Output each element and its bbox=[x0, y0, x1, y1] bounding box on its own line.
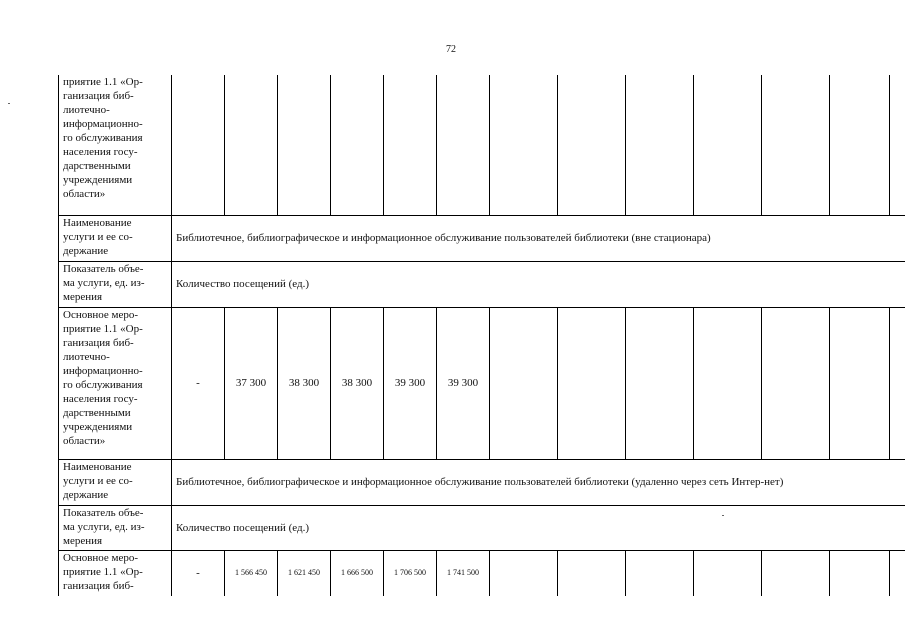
table-row bbox=[59, 550, 905, 596]
value-cell bbox=[558, 307, 626, 459]
scan-speck bbox=[722, 515, 724, 516]
indicator-description: Количество посещений (ед.) bbox=[172, 505, 905, 550]
value-cell bbox=[830, 550, 890, 596]
value-cell: 1 666 500 bbox=[331, 550, 384, 596]
value-cell bbox=[762, 550, 830, 596]
table-row bbox=[59, 459, 905, 505]
value-cell bbox=[331, 75, 384, 215]
table-row bbox=[59, 261, 905, 307]
value-cell: 1 706 500 bbox=[384, 550, 437, 596]
value-cell bbox=[830, 307, 890, 459]
service-description: Библиотечное, библиографическое и информационное обслуживание пользователей библиотеки (удаленно через сеть Интер-нет) bbox=[172, 459, 905, 505]
value-cell: 39 300 bbox=[437, 307, 490, 459]
value-cell bbox=[558, 75, 626, 215]
value-cell: 1 566 450 bbox=[225, 550, 278, 596]
value-cell bbox=[762, 75, 830, 215]
measure-label: Основное меро- приятие 1.1 «Ор- ганизация биб- лиотечно- информационно- го обслуживания населения госу- дарственными учреждениями области» bbox=[59, 307, 172, 459]
value-cell bbox=[384, 75, 437, 215]
value-cell bbox=[626, 75, 694, 215]
value-cell bbox=[890, 75, 905, 215]
service-label: Наименование услуги и ее со- держание bbox=[59, 459, 172, 505]
value-cell bbox=[694, 307, 762, 459]
value-cell: - bbox=[172, 550, 225, 596]
table-row bbox=[59, 215, 905, 261]
value-cell bbox=[490, 550, 558, 596]
value-cell: 38 300 bbox=[278, 307, 331, 459]
measure-label: приятие 1.1 «Ор- ганизация биб- лиотечно- информационно- го обслуживания населения госу- дарственными учреждениями области» bbox=[59, 75, 172, 215]
scan-speck bbox=[8, 103, 10, 104]
value-cell bbox=[626, 550, 694, 596]
value-cell: 1 621 450 bbox=[278, 550, 331, 596]
value-cell bbox=[890, 550, 905, 596]
budget-table bbox=[58, 75, 905, 596]
value-cell bbox=[558, 550, 626, 596]
value-cell bbox=[694, 550, 762, 596]
table-row bbox=[59, 505, 905, 550]
measure-label: Основное меро- приятие 1.1 «Ор- ганизация биб- bbox=[59, 550, 172, 596]
value-cell bbox=[890, 307, 905, 459]
value-cell: 39 300 bbox=[384, 307, 437, 459]
value-cell: - bbox=[172, 307, 225, 459]
value-cell: 1 741 500 bbox=[437, 550, 490, 596]
value-cell bbox=[172, 75, 225, 215]
value-cell bbox=[278, 75, 331, 215]
page-number: 72 bbox=[446, 44, 456, 55]
value-cell bbox=[490, 307, 558, 459]
indicator-label: Показатель объе- ма услуги, ед. из- мерения bbox=[59, 505, 172, 550]
value-cell bbox=[830, 75, 890, 215]
value-cell bbox=[437, 75, 490, 215]
indicator-description: Количество посещений (ед.) bbox=[172, 261, 905, 307]
value-cell bbox=[225, 75, 278, 215]
service-description: Библиотечное, библиографическое и информационное обслуживание пользователей библиотеки (вне стационара) bbox=[172, 215, 905, 261]
service-label: Наименование услуги и ее со- держание bbox=[59, 215, 172, 261]
table-row bbox=[59, 75, 905, 215]
value-cell: 38 300 bbox=[331, 307, 384, 459]
indicator-label: Показатель объе- ма услуги, ед. из- мерения bbox=[59, 261, 172, 307]
value-cell bbox=[626, 307, 694, 459]
value-cell: 37 300 bbox=[225, 307, 278, 459]
value-cell bbox=[490, 75, 558, 215]
table-row bbox=[59, 307, 905, 459]
value-cell bbox=[694, 75, 762, 215]
value-cell bbox=[762, 307, 830, 459]
